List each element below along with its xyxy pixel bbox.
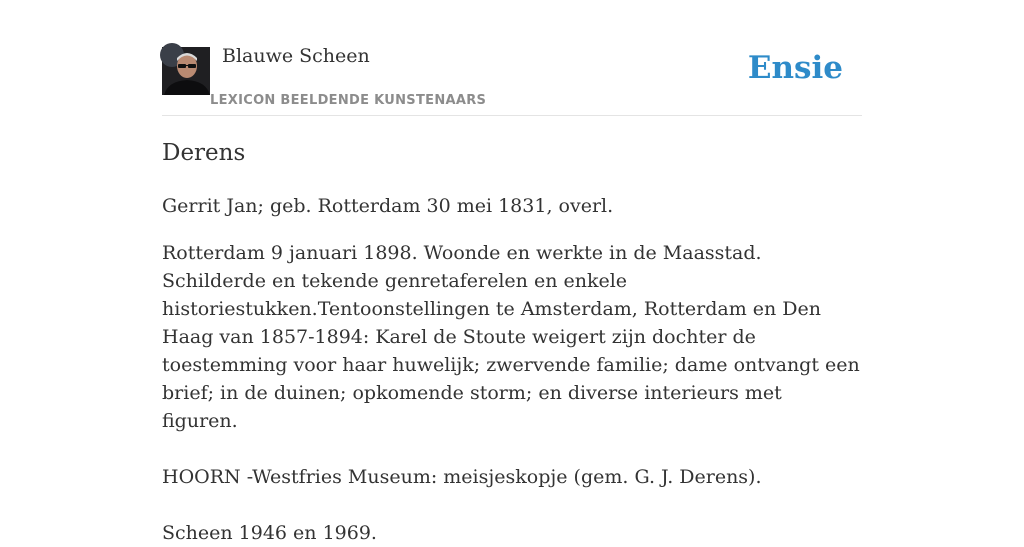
brand-logo[interactable]: Ensie [747,50,843,86]
article-paragraph: Rotterdam 9 januari 1898. Woonde en werkte in de Maasstad. Schilderde en tekende genretaferelen en enkele historiestukken.Tentoonstellingen te Amsterdam, Rotterdam en Den Haag van 1857-1894: Karel de Stoute weigert zijn dochter de toestemming voor haar huwelijk; zwervende familie; dame ontvangt een brief; in de duinen; opkomende storm; en diverse interieurs met figuren. [162,242,860,432]
author-name[interactable]: Blauwe Scheen [222,45,370,67]
category-label[interactable]: LEXICON BEELDENDE KUNSTENAARS [210,93,487,108]
article-body [162,192,862,547]
author-photo [162,47,210,95]
article-paragraph: Scheen 1946 en 1969. [162,522,377,544]
avatar[interactable] [162,47,210,95]
article-title: Derens [162,140,246,166]
article-paragraph: Gerrit Jan; geb. Rotterdam 30 mei 1831, overl. [162,195,614,217]
article-header [162,0,862,116]
article-paragraph: HOORN -Westfries Museum: meisjeskopje (gem. G. J. Derens). [162,466,762,488]
